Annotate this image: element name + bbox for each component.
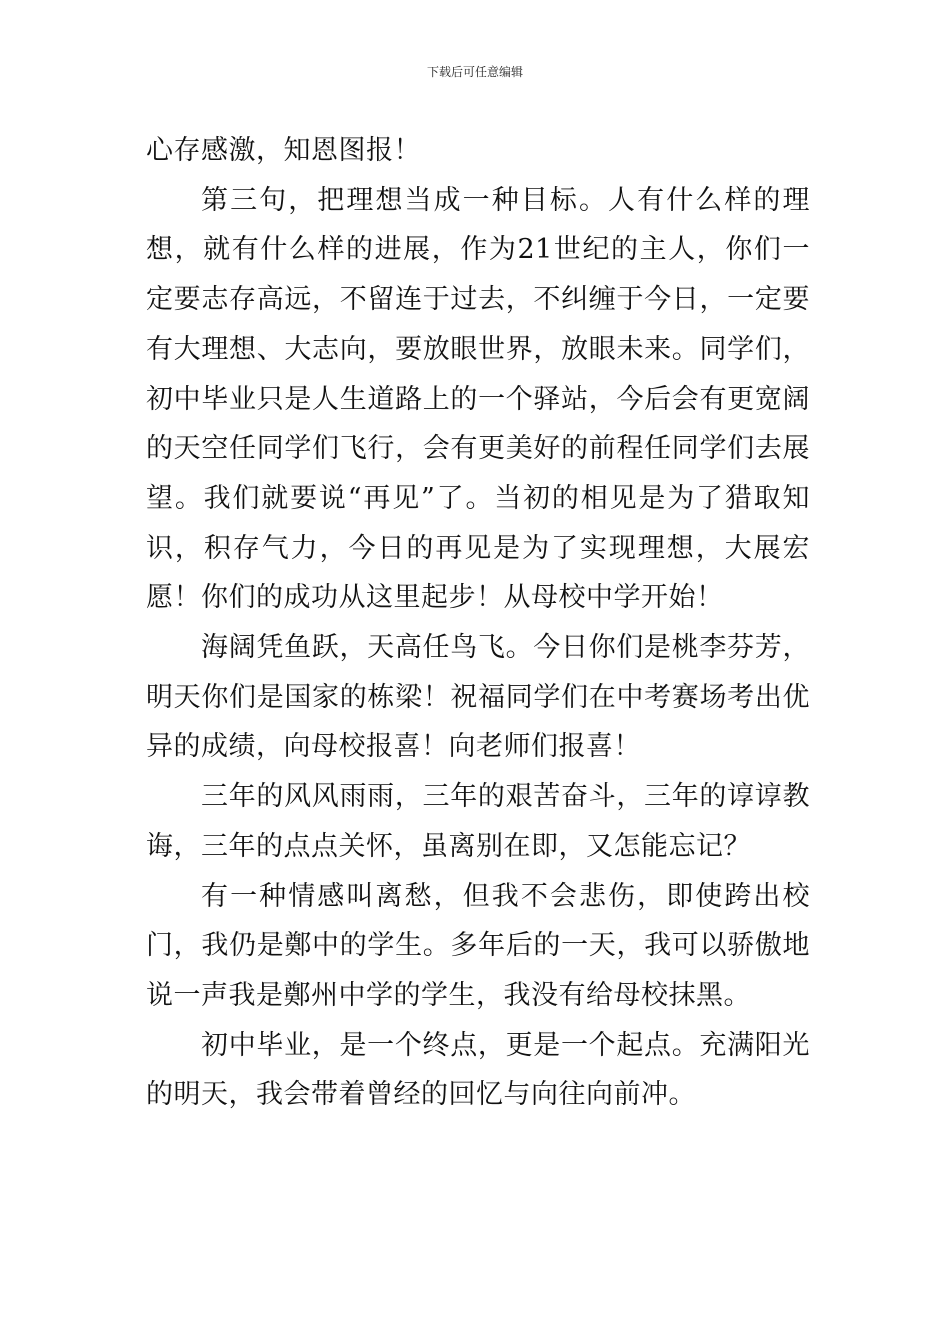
paragraph-6: 初中毕业，是一个终点，更是一个起点。充满阳光的明天，我会带着曾经的回忆与向往向前冲。 [146,1029,810,1111]
paragraph-1: 心存感激，知恩图报！ [146,135,421,166]
paragraph-3: 海阔凭鱼跃，天高任鸟飞。今日你们是桃李芬芳，明天你们是国家的栋梁！祝福同学们在中考赛场考出优异的成绩，向母校报喜！向老师们报喜！ [146,632,810,763]
paragraph-4: 三年的风风雨雨，三年的艰苦奋斗，三年的谆谆教诲，三年的点点关怀，虽离别在即，又怎能忘记？ [146,781,810,862]
document-body [146,126,810,1120]
paragraph-5: 有一种情感叫离愁，但我不会悲伤，即使跨出校门，我仍是鄭中的学生。多年后的一天，我可以骄傲地说一声我是鄭州中学的学生，我没有给母校抹黑。 [146,880,810,1011]
paragraph-2: 第三句，把理想当成一种目标。人有什么样的理想，就有什么样的进展，作为21世纪的主人，你们一定要志存高远，不留连于过去，不纠缠于今日，一定要有大理想、大志向，要放眼世界，放眼未来。同学们，初中毕业只是人生道路上的一个驿站，今后会有更宽阔的天空任同学们飞行，会有更美好的前程任同学们去展望。我们就要说“再见”了。当初的相见是为了猎取知识，积存气力，今日的再见是为了实现理想，大展宏愿！你们的成功从这里起步！从母校中学开始！ [146,184,810,614]
page-header: 下载后可任意编辑 [426,65,523,79]
